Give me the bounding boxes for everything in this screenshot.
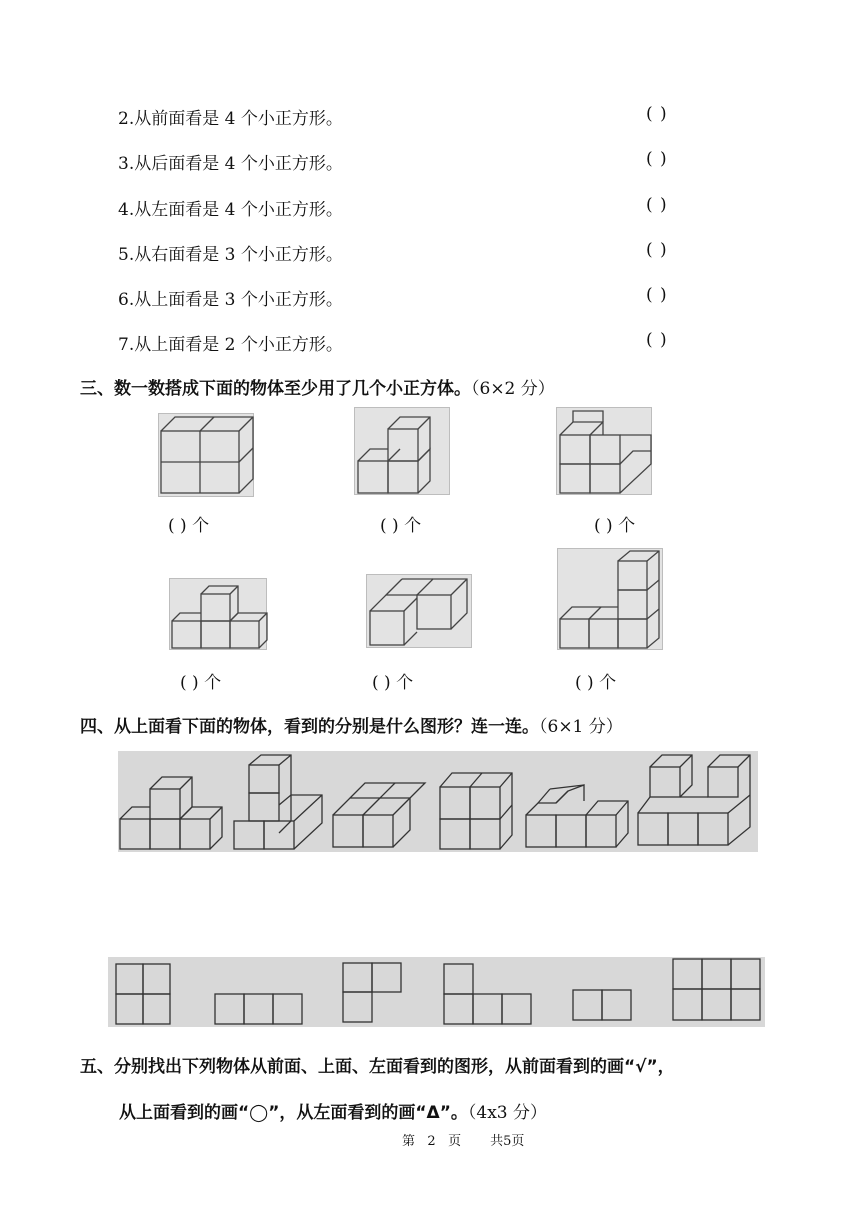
cube-figure-3 [556,407,652,495]
answer-blank-1[interactable]: ( ) 个 [168,516,210,536]
judge-answer-6[interactable]: ( ) [646,285,668,305]
judge-answer-5[interactable]: ( ) [646,240,668,260]
section3-heading: 三、数一数搭成下面的物体至少用了几个小正方体。（6×2 分） [80,379,555,399]
judge-answer-3[interactable]: ( ) [646,149,668,169]
judge-item-4: 4.从左面看是 4 个小正方形。 [118,200,343,220]
section5-line2: 从上面看到的画“◯”，从左面看到的画“Δ”。（4x3 分） [119,1103,547,1123]
section4-heading: 四、从上面看下面的物体，看到的分别是什么图形？连一连。（6×1 分） [80,717,623,737]
answer-blank-3[interactable]: ( ) 个 [594,516,636,536]
page-footer: 第 2 页 共5页 [402,1134,525,1149]
object-5 [526,785,628,847]
cube-figure-2 [354,407,450,495]
cube-figure-1 [158,413,254,497]
judge-item-5: 5.从右面看是 3 个小正方形。 [118,245,343,265]
top-view-2 [215,994,302,1024]
top-views-strip [108,957,765,1027]
judge-item-6: 6.从上面看是 3 个小正方形。 [118,290,343,310]
answer-blank-4[interactable]: ( ) 个 [180,673,222,693]
object-3 [333,783,425,847]
judge-item-3: 3.从后面看是 4 个小正方形。 [118,154,343,174]
answer-blank-5[interactable]: ( ) 个 [372,673,414,693]
top-view-1 [116,964,170,1024]
cube-figure-4 [169,578,267,650]
judge-answer-2[interactable]: ( ) [646,104,668,124]
top-view-4 [444,964,531,1024]
judge-item-7: 7.从上面看是 2 个小正方形。 [118,335,343,355]
object-2 [234,755,322,849]
object-1 [120,777,222,849]
judge-item-2: 2.从前面看是 4 个小正方形。 [118,109,343,129]
section5-line1: 五、分别找出下列物体从前面、上面、左面看到的图形，从前面看到的画“√”， [80,1057,675,1077]
top-view-6 [673,959,760,1020]
answer-blank-6[interactable]: ( ) 个 [575,673,617,693]
judge-answer-7[interactable]: ( ) [646,330,668,350]
object-6 [638,755,750,845]
top-view-5 [573,990,631,1020]
top-view-3 [343,963,401,1022]
object-4 [440,773,512,849]
answer-blank-2[interactable]: ( ) 个 [380,516,422,536]
judge-answer-4[interactable]: ( ) [646,195,668,215]
cube-figure-5 [366,574,472,648]
cube-figure-6 [557,548,663,650]
objects-strip [118,751,758,852]
